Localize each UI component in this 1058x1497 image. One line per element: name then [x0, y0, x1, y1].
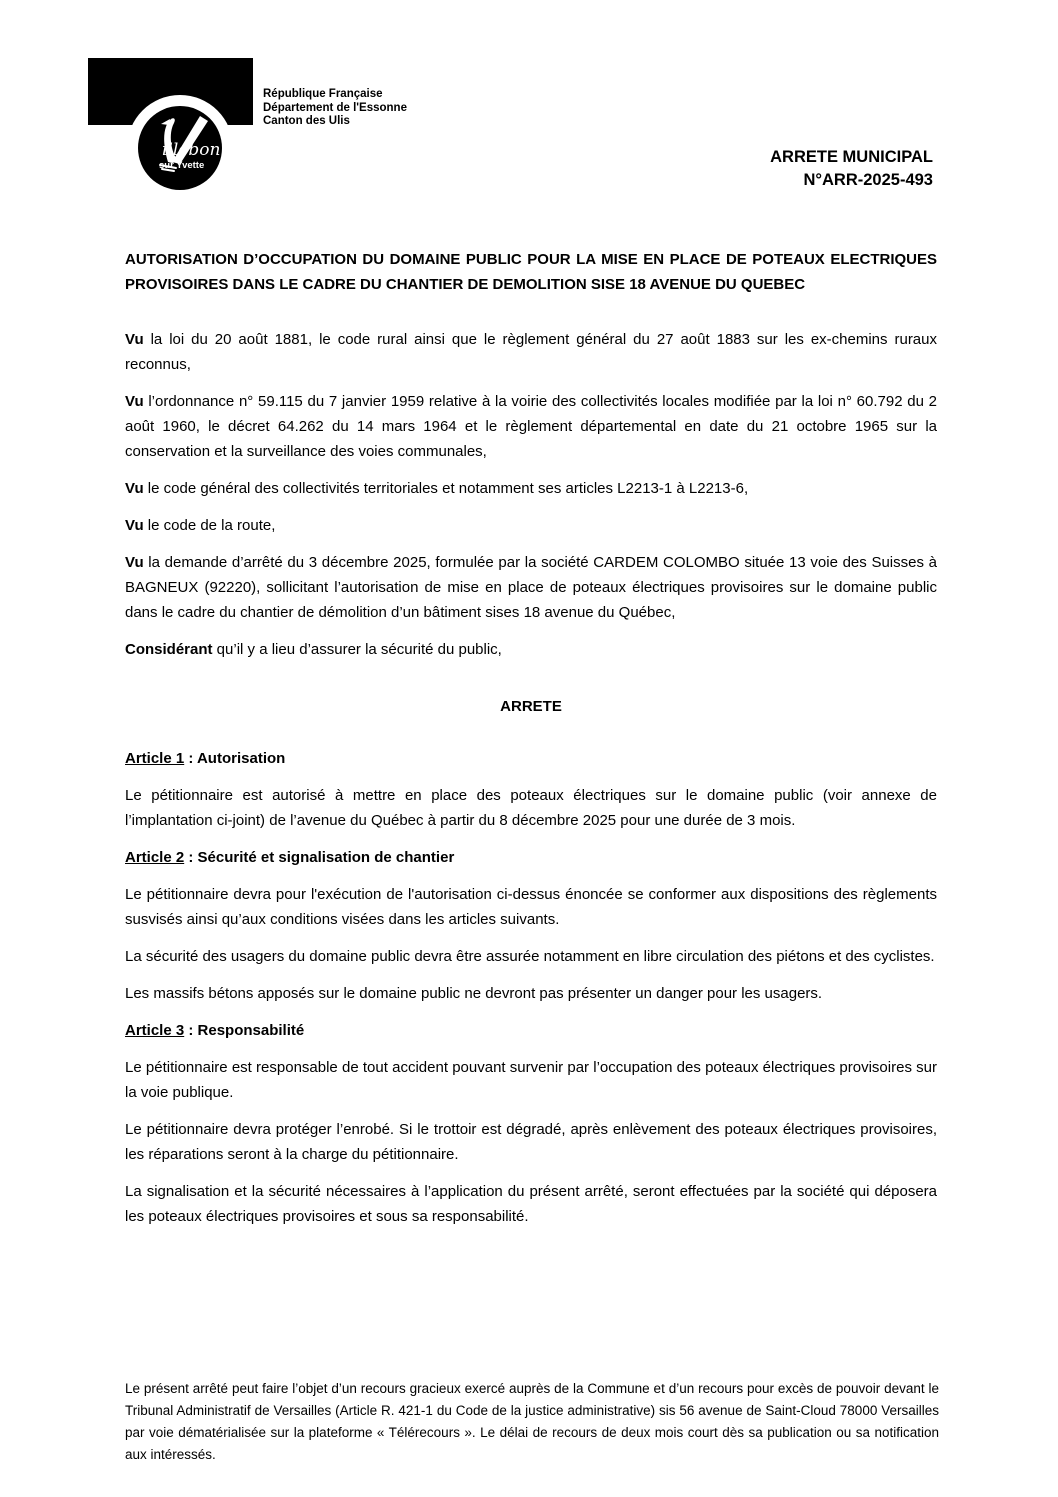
article-1-number: Article 1: [125, 750, 185, 767]
article-2-heading: [125, 845, 937, 870]
recital-text: le code de la route,: [143, 517, 276, 534]
recital-text: l’ordonnance n° 59.115 du 7 janvier 1959 relative à la voirie des collectivités locales modifiée par la loi n° 60.792 du 2 août 1960, le décret 64.262 du 14 mars 1964 et le règlement départemental en date du 21 octobre 1965 sur la conservation et la surveillance des voies communales,: [125, 393, 937, 460]
logo-sub-text: sur Yvette: [159, 160, 205, 171]
recital-lead: Vu: [125, 480, 144, 497]
recital-vu-1: [125, 327, 937, 377]
recital-lead: Vu: [125, 517, 144, 534]
article-2-paragraph: Les massifs bétons apposés sur le domaine public ne devront pas présenter un danger pour les usagers.: [125, 985, 823, 1002]
article-3-paragraph: Le pétitionnaire devra protéger l’enrobé. Si le trottoir est dégradé, après enlèvement des poteaux électriques provisoires, les réparations seront à la charge du pétitionnaire.: [125, 1121, 937, 1163]
article-1-heading: [125, 746, 937, 771]
recital-lead: Vu: [125, 393, 144, 410]
recital-text: le code général des collectivités territoriales et notamment ses articles L2213-1 à L2213-6,: [143, 480, 749, 497]
logo-disc: [138, 106, 222, 190]
article-2-number: Article 2: [125, 849, 185, 866]
article-1-paragraph: Le pétitionnaire est autorisé à mettre en place des poteaux électriques sur le domaine public (voir annexe de l’implantation ci-joint) de l’avenue du Québec à partir du 8 décembre 2025 pour une durée de 3 mois.: [125, 787, 937, 829]
recital-text: la demande d’arrêté du 3 décembre 2025, formulée par la société CARDEM COLOMBO située 13 voie des Suisses à BAGNEUX (92220), sollicitant l’autorisation de mise en place de poteaux électriques provisoires sur le domaine public dans le cadre du chantier de démolition d’un bâtiment sises 18 avenue du Québec,: [125, 554, 937, 621]
recital-text: la loi du 20 août 1881, le code rural ainsi que le règlement général du 27 août 1883 sur les ex-chemins ruraux reconnus,: [125, 331, 937, 373]
region-header: [263, 88, 407, 129]
legal-recourse-footer: Le présent arrêté peut faire l’objet d’un recours gracieux exercé auprès de la Commune et d’un recours pour excès de pouvoir devant le Tribunal Administratif de Versailles (Article R. 421-1 du Code de la justice administrative) sis 56 avenue de Saint-Cloud 78000 Versailles par voie dématérialisée sur la plateforme « Télérecours ». Le délai de recours de deux mois court dès sa publication ou sa notification aux intéressés.: [125, 1381, 939, 1462]
recital-lead: Vu: [125, 331, 144, 348]
article-3-paragraph: La signalisation et la sécurité nécessaires à l’application du présent arrêté, seront effectuées par la société qui déposera les poteaux électriques provisoires et sous sa responsabilité.: [125, 1183, 937, 1225]
logo-script-text: illebon: [162, 140, 221, 160]
recital-text: qu’il y a lieu d’assurer la sécurité du public,: [212, 641, 502, 658]
region-line-departement: Département de l'Essonne: [263, 101, 407, 114]
recital-lead: Vu: [125, 554, 144, 571]
article-3-number: Article 3: [125, 1022, 185, 1039]
decree-heading: ARRETE: [500, 698, 562, 715]
article-3-paragraph: Le pétitionnaire est responsable de tout accident pouvant survenir par l’occupation des poteaux électriques provisoires sur la voie publique.: [125, 1059, 937, 1101]
article-2-paragraph: Le pétitionnaire devra pour l'exécution de l'autorisation ci-dessus énoncée se conformer aux dispositions des règlements susvisés ainsi qu’aux conditions visées dans les articles suivants.: [125, 886, 937, 928]
recital-vu-5: [125, 550, 937, 625]
document-title: AUTORISATION D’OCCUPATION DU DOMAINE PUBLIC POUR LA MISE EN PLACE DE POTEAUX ELECTRIQUES PROVISOIRES DANS LE CADRE DU CHANTIER DE DEMOLITION SISE 18 AVENUE DU QUEBEC: [125, 251, 937, 293]
article-2-paragraph: La sécurité des usagers du domaine public devra être assurée notamment en libre circulation des piétons et des cyclistes.: [125, 948, 935, 965]
document-body: [125, 247, 937, 1241]
region-line-canton: Canton des Ulis: [263, 115, 350, 127]
recital-vu-2: [125, 389, 937, 464]
article-3-subject: : Responsabilité: [184, 1022, 305, 1039]
document-number: N°ARR-2025-493: [803, 171, 933, 189]
recital-lead: Considérant: [125, 641, 213, 658]
article-1-subject: : Autorisation: [184, 750, 286, 767]
article-2-subject: : Sécurité et signalisation de chantier: [184, 849, 455, 866]
recital-vu-4: [125, 513, 937, 538]
recital-considerant: [125, 637, 937, 662]
document-id-block: [770, 146, 933, 192]
villebon-sur-yvette-logo: [88, 58, 253, 193]
document-type: ARRETE MUNICIPAL: [770, 148, 933, 166]
article-3-heading: [125, 1018, 937, 1043]
region-line-republique: République Française: [263, 88, 383, 100]
recital-vu-3: [125, 476, 937, 501]
